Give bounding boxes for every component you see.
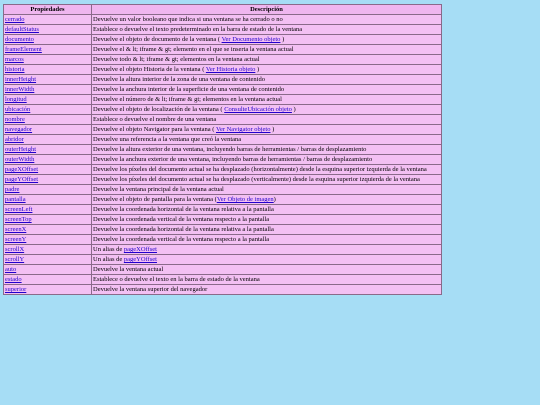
description-text: Devuelve la altura interior de la zona de una ventana de contenido: [93, 76, 265, 83]
property-cell: [4, 105, 91, 114]
description-text: Devuelve la anchura interior de la superficie de una ventana de contenido: [93, 86, 285, 93]
table-row: [4, 205, 441, 214]
property-link[interactable]: defaultStatus: [5, 26, 39, 33]
description-text: ): [270, 126, 275, 133]
property-cell: [4, 155, 91, 164]
description-cell: [92, 155, 441, 164]
description-text: Devuelve los píxeles del documento actual se ha desplazado (verticalmente) desde la esquina superior izquierda de la ventana: [93, 176, 420, 183]
description-text: Devuelve el objeto de documento de la ventana (: [93, 36, 222, 43]
property-link[interactable]: innerWidth: [5, 86, 35, 93]
table-row: [4, 105, 441, 114]
table-row: [4, 265, 441, 274]
description-cell: [92, 265, 441, 274]
description-text: Devuelve un valor booleano que indica si una ventana se ha cerrado o no: [93, 16, 283, 23]
description-text: Establece o devuelve el texto en la barra de estado de la ventana: [93, 276, 260, 283]
description-text: Establece o devuelve el texto predeterminado en la barra de estado de la ventana: [93, 26, 303, 33]
table-row: [4, 285, 441, 294]
description-cell: [92, 235, 441, 244]
table-row: [4, 35, 441, 44]
description-cell: [92, 275, 441, 284]
description-text: Devuelve todo & lt; iframe & gt; elementos en la ventana actual: [93, 56, 260, 63]
property-cell: [4, 245, 91, 254]
property-cell: [4, 15, 91, 24]
description-text: Devuelve el número de & lt; iframe & gt; elementos en la ventana actual: [93, 96, 282, 103]
description-cell: [92, 35, 441, 44]
description-cell: [92, 145, 441, 154]
table-row: [4, 45, 441, 54]
description-cell: [92, 285, 441, 294]
description-cell: [92, 55, 441, 64]
property-link[interactable]: longitud: [5, 96, 27, 103]
table-row: [4, 85, 441, 94]
property-link[interactable]: navegador: [5, 126, 33, 133]
description-text: ): [291, 106, 296, 113]
table-row: [4, 185, 441, 194]
description-text: Establece o devuelve el nombre de una ventana: [93, 116, 217, 123]
property-cell: [4, 205, 91, 214]
description-text: Devuelve la coordenada horizontal de la ventana relativa a la pantalla: [93, 206, 274, 213]
description-cell: [92, 45, 441, 54]
table-row: [4, 15, 441, 24]
description-text: Devuelve el objeto de localización de la ventana (: [93, 106, 225, 113]
table-row: [4, 225, 441, 234]
description-text: ): [255, 66, 260, 73]
property-cell: [4, 125, 91, 134]
description-link[interactable]: pageXOffset: [123, 246, 157, 253]
table-row: [4, 155, 441, 164]
property-link[interactable]: outerHeight: [5, 146, 37, 153]
description-cell: [92, 185, 441, 194]
description-text: Devuelve una referencia a la ventana que creó la ventana: [93, 136, 242, 143]
property-cell: [4, 165, 91, 174]
property-link[interactable]: marcos: [5, 56, 24, 63]
property-cell: [4, 95, 91, 104]
property-link[interactable]: screenX: [5, 226, 27, 233]
property-cell: [4, 65, 91, 74]
property-link[interactable]: ubicación: [5, 106, 31, 113]
property-cell: [4, 35, 91, 44]
property-cell: [4, 185, 91, 194]
description-cell: [92, 215, 441, 224]
description-text: Devuelve el objeto Historia de la ventana (: [93, 66, 206, 73]
property-link[interactable]: documento: [5, 36, 34, 43]
property-link[interactable]: auto: [5, 266, 17, 273]
table-row: [4, 195, 441, 204]
table-row: [4, 115, 441, 124]
property-cell: [4, 235, 91, 244]
property-link[interactable]: scrollY: [5, 256, 25, 263]
description-cell: [92, 125, 441, 134]
table-row: [4, 255, 441, 264]
property-cell: [4, 145, 91, 154]
property-link[interactable]: frameElement: [5, 46, 42, 53]
properties-table: [3, 4, 442, 295]
property-cell: [4, 25, 91, 34]
property-link[interactable]: pantalla: [5, 196, 26, 203]
description-cell: [92, 195, 441, 204]
description-cell: [92, 95, 441, 104]
property-link[interactable]: screenY: [5, 236, 27, 243]
description-cell: [92, 75, 441, 84]
property-link[interactable]: innerHeight: [5, 76, 37, 83]
property-cell: [4, 45, 91, 54]
description-cell: [92, 245, 441, 254]
table-row: [4, 235, 441, 244]
table-row: [4, 125, 441, 134]
property-cell: [4, 225, 91, 234]
table-header-row: [4, 5, 441, 14]
description-cell: [92, 225, 441, 234]
property-link[interactable]: abridor: [5, 136, 24, 143]
description-text: Devuelve la ventana superior del navegador: [93, 286, 208, 293]
description-cell: [92, 205, 441, 214]
table-row: [4, 55, 441, 64]
description-cell: [92, 105, 441, 114]
description-text: Devuelve el objeto Navigator para la ventana (: [93, 126, 216, 133]
description-text: Devuelve la coordenada vertical de la ventana respecto a la pantalla: [93, 236, 270, 243]
description-cell: [92, 255, 441, 264]
property-link[interactable]: pageXOffset: [5, 166, 39, 173]
property-link[interactable]: superior: [5, 286, 27, 293]
description-link[interactable]: Ver Objeto de imagen: [216, 196, 274, 203]
property-link[interactable]: cerrado: [5, 16, 25, 23]
description-link[interactable]: Ver Navigator objeto: [215, 126, 271, 133]
table-row: [4, 165, 441, 174]
property-link[interactable]: historia: [5, 66, 25, 73]
property-link[interactable]: screenTop: [5, 216, 32, 223]
property-cell: [4, 135, 91, 144]
description-text: ): [280, 36, 285, 43]
description-cell: [92, 85, 441, 94]
description-cell: [92, 135, 441, 144]
description-text: Devuelve la ventana principal de la ventana actual: [93, 186, 224, 193]
description-link[interactable]: pageYOffset: [123, 256, 157, 263]
table-row: [4, 145, 441, 154]
description-link[interactable]: Ver Documento objeto: [221, 36, 281, 43]
description-text: Devuelve la coordenada vertical de la ventana respecto a la pantalla: [93, 216, 270, 223]
description-text: Devuelve la anchura exterior de una ventana, incluyendo barras de herramientas / barras de desplazamiento: [93, 156, 373, 163]
description-cell: [92, 175, 441, 184]
description-text: Un alias de: [93, 246, 124, 253]
table-row: [4, 75, 441, 84]
property-cell: [4, 85, 91, 94]
table-row: [4, 275, 441, 284]
description-text: Devuelve el objeto de pantalla para la ventana (: [93, 196, 217, 203]
description-cell: [92, 15, 441, 24]
property-cell: [4, 215, 91, 224]
header-description: Descripción: [92, 5, 441, 14]
description-link[interactable]: ConsulteUbicación objeto: [224, 106, 292, 113]
property-cell: [4, 195, 91, 204]
description-text: Devuelve el & lt; iframe & gt; elemento en el que se inserta la ventana actual: [93, 46, 294, 53]
description-cell: [92, 165, 441, 174]
property-link[interactable]: outerWidth: [5, 156, 35, 163]
table-row: [4, 65, 441, 74]
table-row: [4, 175, 441, 184]
property-cell: [4, 175, 91, 184]
description-cell: [92, 65, 441, 74]
property-cell: [4, 265, 91, 274]
description-text: Devuelve la altura exterior de una ventana, incluyendo barras de herramientas / barras de desplazamiento: [93, 146, 367, 153]
description-text: Devuelve la ventana actual: [93, 266, 164, 273]
table-row: [4, 95, 441, 104]
table-row: [4, 135, 441, 144]
description-text: Un alias de: [93, 256, 124, 263]
properties-table-container: [3, 4, 442, 295]
table-body: [4, 15, 441, 294]
description-cell: [92, 115, 441, 124]
table-row: [4, 215, 441, 224]
property-cell: [4, 285, 91, 294]
property-link[interactable]: scrollX: [5, 246, 25, 253]
description-text: Devuelve la coordenada horizontal de la ventana relativa a la pantalla: [93, 226, 274, 233]
table-row: [4, 245, 441, 254]
description-text: ): [273, 196, 276, 203]
description-link[interactable]: Ver Historia objeto: [205, 66, 256, 73]
property-link[interactable]: pageYOffset: [5, 176, 39, 183]
header-properties: Propiedades: [4, 5, 91, 14]
property-cell: [4, 275, 91, 284]
property-cell: [4, 115, 91, 124]
property-cell: [4, 75, 91, 84]
property-link[interactable]: estado: [5, 276, 22, 283]
description-text: Devuelve los píxeles del documento actual se ha desplazado (horizontalmente) desde la esquina superior izquierda de la ventana: [93, 166, 427, 173]
property-cell: [4, 255, 91, 264]
property-link[interactable]: screenLeft: [5, 206, 33, 213]
table-row: [4, 25, 441, 34]
description-cell: [92, 25, 441, 34]
property-link[interactable]: padre: [5, 186, 20, 193]
property-link[interactable]: nombre: [5, 116, 25, 123]
property-cell: [4, 55, 91, 64]
